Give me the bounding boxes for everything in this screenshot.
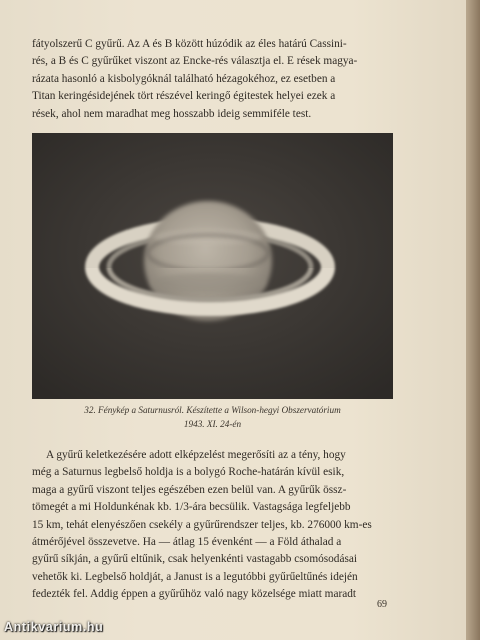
text-line: tömegét a mi Holdunkénak kb. 1/3-ára becsülik. Vastagsága legfeljebb — [32, 501, 351, 514]
text-line: A gyűrű keletkezésére adott elképzelést megerősíti az a tény, hogy — [46, 449, 346, 461]
text-line: vehetők ki. Legbelső holdját, a Janust is a legutóbbi gyűrűeltűnés idején — [32, 570, 358, 583]
paragraph-bottom — [32, 447, 392, 604]
page-edge-shadow — [466, 0, 480, 640]
caption-line: 32. Fénykép a Saturnusról. Készítette a Wilson-hegyi Obszervatórium — [84, 405, 341, 415]
text-line: maga a gyűrű viszont teljes egészében ezen belül van. A gyűrűk össz- — [32, 483, 347, 496]
figure-caption — [32, 404, 393, 431]
text-line: átmérőjével összevetve. Ha — átlag 15 évenként — a Föld áthalad a — [32, 536, 342, 549]
text-line: Titan keringésidejének tört részével keringő égitestek helyei ezek a — [32, 90, 336, 103]
text-line: gyűrű síkján, a gyűrű eltűnik, csak helyenkénti vastagabb csomósodásai — [32, 553, 358, 566]
caption-line: 1943. XI. 24-én — [183, 418, 242, 429]
text-line: rések, ahol nem maradhat meg hosszabb ideig semmiféle test. — [32, 107, 312, 120]
text-line: fedezték fel. Addig éppen a gyűrűhöz való nagy közelsége miatt maradt — [32, 588, 357, 601]
page-number: 69 — [377, 599, 387, 610]
text-line: rés, a B és C gyűrűket viszont az Encke-rés választja el. E rések magya- — [32, 55, 358, 68]
text-line: rázata hasonló a kisbolygóknál található hézagokéhoz, ez esetben a — [32, 72, 336, 85]
saturn-photograph — [32, 133, 393, 399]
text-line: 15 km, tehát elenyészően csekély a gyűrűrendszer teljes, kb. 276000 km-es — [32, 518, 372, 531]
watermark-logo: Antikvarium.hu — [4, 620, 104, 634]
text-line: fátyolszerű C gyűrű. Az A és B között húzódik az éles határú Cassini- — [32, 38, 347, 50]
text-line: még a Saturnus legbelső holdja is a bolygó Roche-határán kívül esik, — [32, 466, 345, 479]
paragraph-top — [32, 36, 392, 123]
